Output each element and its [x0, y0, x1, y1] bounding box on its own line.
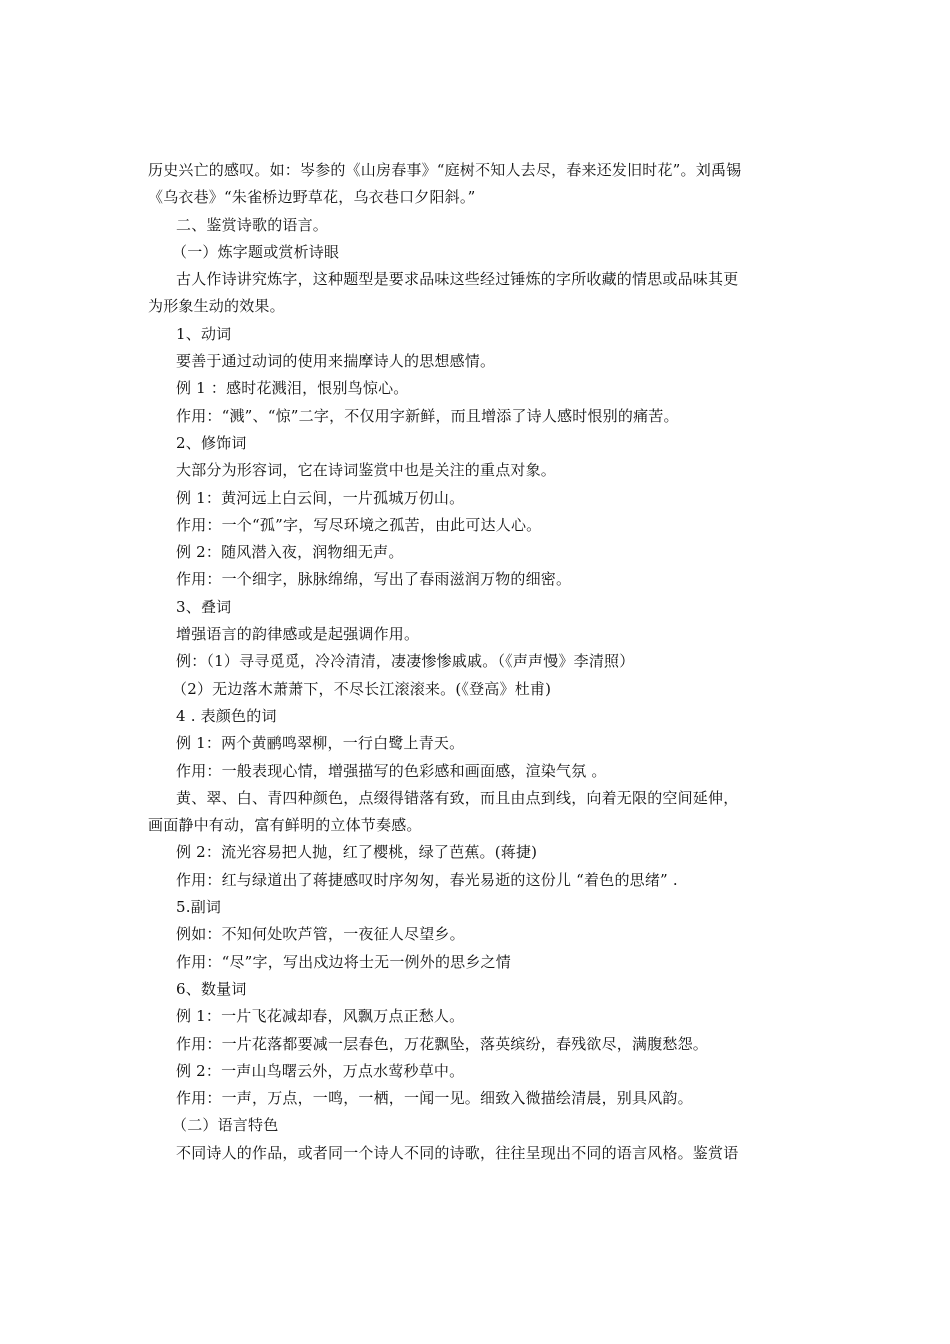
text-line: 例 1：一片飞花减却春，风飘万点正愁人。: [176, 1007, 465, 1026]
text-line: 1、动词: [176, 324, 232, 343]
text-line: 作用：红与绿道出了蒋捷感叹时序匆匆，春光易逝的这份儿 “着色的思绪” .: [176, 870, 678, 889]
text-line: 5.副词: [176, 898, 222, 917]
text-line: 例 2：流光容易把人抛，红了樱桃，绿了芭蕉。(蒋捷): [176, 843, 538, 862]
text-line: 例 2：一声山鸟曙云外，万点水莺秒草中。: [176, 1061, 465, 1080]
text-line: 大部分为形容词，它在诗词鉴赏中也是关注的重点对象。: [176, 461, 557, 480]
text-line: 黄、翠、白、青四种颜色，点缀得错落有致，而且由点到线，向着无限的空间延伸，: [176, 788, 739, 807]
text-line: 6、数量词: [176, 979, 247, 998]
text-line: 例 1：黄河远上白云间，一片孤城万仞山。: [176, 488, 465, 507]
document-page: [148, 157, 808, 1167]
text-line: 作用：一个“孤”字，写尽环境之孤苦，由此可达人心。: [176, 515, 542, 534]
text-line: （二）语言特色: [172, 1116, 279, 1135]
text-line: （一）炼字题或赏析诗眼: [172, 242, 340, 261]
text-line: 作用：一声，万点，一鸣，一栖，一闻一见。细致入微描绘清晨，别具风韵。: [176, 1089, 693, 1108]
text-line: （2）无边落木萧萧下，不尽长江滚滚来。(《登高》杜甫): [172, 679, 552, 698]
text-line: 二、鉴赏诗歌的语言。: [176, 215, 329, 234]
text-line: 要善于通过动词的使用来揣摩诗人的思想感情。: [176, 352, 496, 371]
text-line: 作用：一般表现心情，增强描写的色彩感和画面感，渲染气氛 。: [176, 761, 607, 780]
text-line: 4 . 表颜色的词: [176, 706, 277, 725]
text-line: 不同诗人的作品，或者同一个诗人不同的诗歌，往往呈现出不同的语言风格。鉴赏语: [176, 1143, 739, 1162]
text-line: 作用：一片花落都要减一层春色，万花飘坠，落英缤纷，春残欲尽，满腹愁怨。: [176, 1034, 709, 1053]
text-line: 例 2：随风潜入夜，润物细无声。: [176, 543, 404, 562]
text-line: 例 1 ：感时花溅泪，恨别鸟惊心。: [176, 379, 409, 398]
text-line: 《乌衣巷》“朱雀桥边野草花，乌衣巷口夕阳斜。”: [148, 188, 476, 207]
text-line: 例如：不知何处吹芦管，一夜征人尽望乡。: [176, 925, 465, 944]
text-line: 古人作诗讲究炼字，这种题型是要求品味这些经过锤炼的字所收藏的情思或品味其更: [176, 270, 739, 289]
text-line: 例：（1）寻寻觅觅，冷冷清清，凄凄惨惨戚戚。（《声声慢》李清照）: [176, 652, 635, 671]
text-line: 历史兴亡的感叹。如：岑参的《山房春事》“庭树不知人去尽，春来还发旧时花”。刘禹锡: [148, 161, 742, 179]
text-line: 画面静中有动，富有鲜明的立体节奏感。: [148, 816, 422, 835]
text-line: 作用：一个细字，脉脉绵绵，写出了春雨滋润万物的细密。: [176, 570, 572, 589]
text-line: 为形象生动的效果。: [148, 297, 285, 316]
text-line: 作用：“溅”、“惊”二字，不仅用字新鲜，而且增添了诗人感时恨别的痛苦。: [176, 406, 679, 425]
text-line: 2、修饰词: [176, 433, 247, 452]
text-line: 3、叠词: [176, 597, 232, 616]
text-line: 例 1：两个黄鹂鸣翠柳，一行白鹭上青天。: [176, 734, 465, 753]
text-line: 增强语言的韵律感或是起强调作用。: [176, 625, 420, 644]
text-line: 作用：“尽”字，写出戍边将士无一例外的思乡之情: [176, 952, 511, 971]
